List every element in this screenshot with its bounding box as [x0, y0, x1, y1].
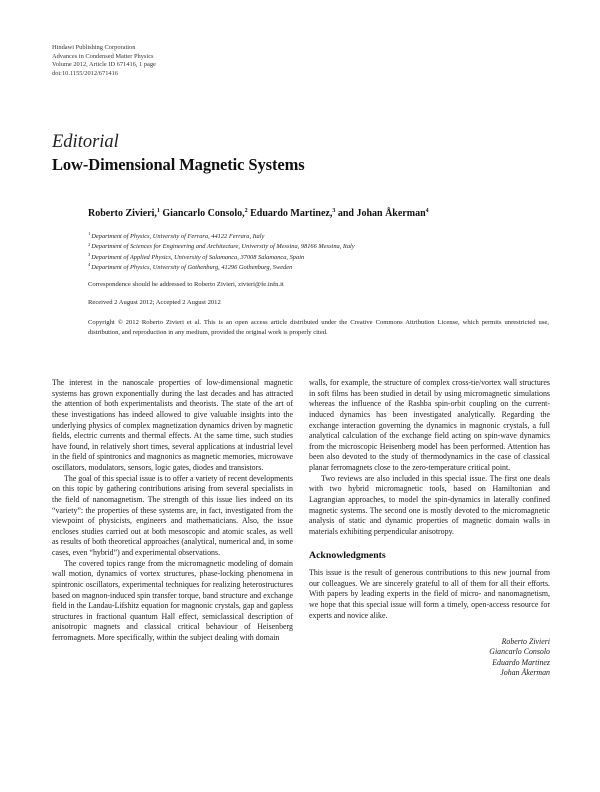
body-paragraph: walls, for example, the structure of complex cross-tie/vortex wall structures in soft films has been studied in detail by using micromagnetic simulations whereas the influence of the Rashba spin-orbit coupling on the current-induced dynamics has been investigated analytically. Regarding the exchange interaction governing the dynamics in magnonic crystals, a full analytical calculation of the exchange field acting on spin-wave dynamics from the microscopic Heisenberg model has been performed. Attention has been also devoted to the study of thermodynamics in the case of classical planar ferromagnets close to the zero-temperature critical point.: [309, 378, 550, 472]
signature: Eduardo Martinez: [492, 657, 550, 667]
body-paragraph: Two reviews are also included in this special issue. The first one deals with two hybrid micromagnetic tools, based on Hamiltonian and Lagrangian approaches, to model the spin-dynamics in laterally confined magnetic systems. The second one is mostly devoted to the micromagnetic analysis of static and dynamic properties of magnetic domain walls in materials exhibiting perpendicular anisotropy.: [309, 473, 550, 536]
author: Roberto Zivieri,$^1$: [88, 208, 160, 219]
article-title: Low-Dimensional Magnetic Systems: [52, 155, 305, 174]
section-label: Editorial: [52, 132, 119, 152]
body-column-right: [309, 378, 550, 678]
acknowledgments-heading: Acknowledgments: [309, 550, 386, 562]
signature-block: [309, 637, 550, 678]
affiliation: $^3$Department of Applied Physics, University of Salamanca, 37008 Salamanca, Spain: [88, 252, 305, 261]
signature: Johan Åkerman: [500, 668, 550, 678]
publisher-line: Hindawi Publishing Corporation: [52, 44, 136, 51]
body-column-left: [52, 378, 293, 644]
affiliation-list: [88, 232, 355, 273]
dates-line: Received 2 August 2012; Accepted 2 August 2012: [88, 299, 221, 306]
affiliation: $^4$Department of Physics, University of Gothenburg, 41296 Gothenburg, Sweden: [88, 262, 293, 271]
volume-line: Volume 2012, Article ID 671416, 1 page: [52, 61, 156, 69]
affiliation: $^1$Department of Physics, University of Ferrara, 44122 Ferrara, Italy: [88, 231, 265, 240]
journal-line: Advances in Condensed Matter Physics: [52, 52, 154, 60]
doi-line[interactable]: doi:10.1155/2012/671416: [52, 69, 118, 77]
body-paragraph: The interest in the nanoscale properties of low-dimensional magnetic systems has grown exponentially during the last decades and has attracted the attention of both experimentalists and theorists. The state of the art of these investigations has indeed allowed to give valuable insights into the underlying physics of complex magnetization dynamics driven by magnetic fields, electric currents and thermal effects. At the same time, such studies have found, in relatively short times, several applications at industrial level in the field of spintronics and magnonics as magnetic memories, microwave oscillators, modulators, sensors, logic gates, diodes and transistors.: [52, 378, 293, 472]
author: Giancarlo Consolo,$^2$: [162, 208, 248, 219]
acknowledgments-text: This issue is the result of generous contributions to this new journal from our colleagues. We are sincerely grateful to all of them for all their efforts. With papers by leading experts in the field of micro- and nanomagnetism, we hope that this special issue will form a timely, open-access resource for experts and novice alike.: [309, 568, 550, 620]
correspondence-line: Correspondence should be addressed to Roberto Zivieri, zivieri@fe.infn.it: [88, 281, 284, 288]
journal-header: [52, 44, 156, 78]
author-list: [88, 208, 429, 219]
signature: Roberto Zivieri: [501, 637, 550, 647]
author: Eduardo Martinez,$^3$: [250, 208, 336, 219]
signature: Giancarlo Consolo: [489, 647, 550, 657]
body-paragraph: The goal of this special issue is to offer a variety of recent developments on this topic by gathering contributions arising from several specialists in the field of nanomagnetism. The strength of this issue lies indeed on its “variety”: the properties of these systems are, in fact, investigated from the viewpoint of physicists, engineers and mathematicians. Also, the issue encloses studies carried out at both mesoscopic and atomic scales, as well as results of both theoretical approaches (analytical, numerical and, in some cases, even “hybrid”) and experimental observations.: [52, 473, 293, 557]
author: and Johan Åkerman$^4$: [337, 208, 429, 219]
copyright-notice: Copyright © 2012 Roberto Zivieri et al. This is an open access article distributed under the Creative Commons Attribution License, which permits unrestricted use, distribution, and reproduction in any medium, provided the original work is properly cited.: [88, 319, 549, 336]
affiliation: $^2$Department of Sciences for Engineering and Architecture, University of Messina, 98166 Messina, Italy: [88, 241, 355, 251]
body-paragraph: The covered topics range from the micromagnetic modeling of domain wall motion, dynamics of vortex structures, phase-locking phenomena in spintronic oscillators, experimental techniques for realizing heterostructures based on magnon-induced spin transfer torque, band structure and exchange field in the Landau-Lifshitz equation for magnonic crystals, gap and gapless structures in fractional quantum Hall effect, semiclassical description of anisotropic magnets and classical critical behaviour of Heisenberg ferromagnets. More specifically, within the subject dealing with domain: [52, 558, 293, 642]
